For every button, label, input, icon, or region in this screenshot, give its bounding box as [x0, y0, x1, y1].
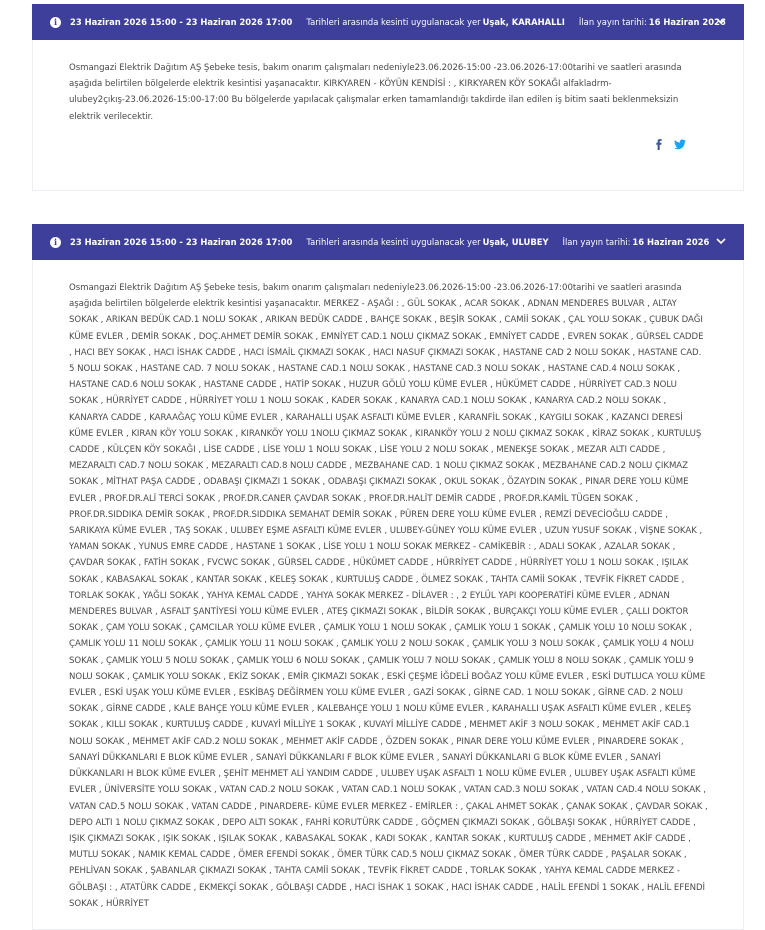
- notice-body: [32, 260, 744, 930]
- info-icon: i: [50, 237, 61, 248]
- facebook-icon[interactable]: [656, 139, 662, 150]
- info-icon: i: [50, 17, 61, 28]
- twitter-icon[interactable]: [674, 139, 686, 150]
- notice-published-date: 16 Haziran 2026: [648, 17, 726, 27]
- notice-location: Uşak, KARAHALLI: [482, 17, 565, 27]
- notice-published-date: 16 Haziran 2026: [632, 237, 710, 247]
- notice-text-prefix: Tarihleri arasında kesinti uygulanacak yer: [306, 17, 481, 27]
- notice-header[interactable]: [32, 4, 744, 40]
- notice-body-text: Osmangazi Elektrik Dağıtım AŞ Şebeke tesis, bakım onarım çalışmaları nedeniyle23.06.2026-15:00 -23.06.2026-17:00tarihi ve saatleri arasında aşağıda belirtilen bölgelerde elektrik kesintisi yaşanacaktır. KIRKYAREN - KÖYÜN KENDİSİ : , KIRKYAREN KÖY SOKAĞI alfakladrm-ulubey2çıkış-23.06.2026-15:00-17:00 Bu bölgelerde yapılacak çalışmalar erken tamamlandığı takdirde ilan edilen iş bitim saati beklenmeksizin elektrik verilecektir.: [69, 63, 682, 122]
- notice-body: [32, 40, 744, 191]
- chevron-down-icon[interactable]: [716, 16, 726, 26]
- notice-body-text: Osmangazi Elektrik Dağıtım AŞ Şebeke tesis, bakım onarım çalışmaları nedeniyle23.06.2026-15:00 -23.06.2026-17:00tarihi ve saatleri arasında aşağıda belirtilen bölgelerde elektrik kesintisi yaşanacaktır. MERKEZ - AŞAĞI : , GÜL SOKAK , ACAR SOKAK , ADNAN MENDERES BULVAR , ALTAY SOKAK , ARIKAN BEDÜK CAD.1 NOLU SOKAK , ARIKAN BEDÜK CADDE , BAHÇE SOKAK , BEŞİR SOKAK , CAMİİ SOKAK , ÇAL YOLU SOKAK , ÇUBUK DAĞI KÜME EVLER , DEMİR SOKAK , DOÇ.AHMET DEMİR SOKAK , EMNİYET CAD.1 NOLU ÇIKMAZ SOKAK , EMNİYET CADDE , EVREN SOKAK , GÜRSEL CADDE , HACI BEY SOKAK , HACI İSHAK CADDE , HACI İSMAİL ÇIKMAZI SOKAK , HACI NASUF ÇIKMAZI SOKAK , HASTANE CAD 2 NOLU SOKAK , HASTANE CAD. 5 NOLU SOKAK , HASTANE CAD. 7 NOLU SOKAK , HASTANE CAD.1 NOLU SOKAK , HASTANE CAD.3 NOLU SOKAK , HASTANE CAD.4 NOLU SOKAK , HASTANE CAD.6 NOLU SOKAK , HASTANE CADDE , HATİP SOKAK , HUZUR GÖLÜ YOLU KÜME EVLER , HÜKÜMET CADDE , HÜRRİYET CAD.3 NOLU SOKAK , HÜRRİYET CADDE , HÜRRİYET YOLU 1 NOLU SOKAK , KADER SOKAK , KANARYA CAD.1 NOLU SOKAK , KANARYA CAD.2 NOLU SOKAK , KANARYA CADDE , KARAAĞAÇ YOLU KÜME EVLER , KARAHALLI UŞAK ASFALTI KÜME EVLER , KARANFİL SOKAK , KAYGILI SOKAK , KAZANCI DERESİ KÜME EVLER , KIRAN KÖY YOLU SOKAK , KIRANKÖY YOLU 1NOLU ÇIKMAZ SOKAK , KIRANKÖY YOLU 2 NOLU ÇIKMAZ SOKAK , KİRAZ SOKAK , KURTULUŞ CADDE , KÜLÇEN KÖY SOKAĞI , LİSE CADDE , LİSE YOLU 1 NOLU SOKAK , LİSE YOLU 2 NOLU SOKAK , MENEKŞE SOKAK , MEZAR ALTI CADDE , MEZARALTI CAD.7 NOLU SOKAK , MEZARALTI CAD.8 NOLU CADDE , MEZBAHANE CAD. 1 NOLU ÇIKMAZ SOKAK , MEZBAHANE CAD.2 NOLU ÇIKMAZ SOKAK , MİTHAT PAŞA CADDE , ODABAŞI ÇIKMAZI 1 SOKAK , ODABAŞI ÇIKMAZI SOKAK , OKUL SOKAK , ÖZAYDIN SOKAK , PINAR DERE YOLU KÜME EVLER , PROF.DR.ALİ TERCİ SOKAK , PROF.DR.CANER ÇAVDAR SOKAK , PROF.DR.HALİT DEMİR CADDE , PROF.DR.KAMİL TÜGEN SOKAK , PROF.DR.SIDDIKA DEMİR SOKAK , PROF.DR.SIDDIKA SEMAHAT DEMİR SOKAK , PÜREN DERE YOLU KÜME EVLER , REMZİ DEVECİOĞLU CADDE , SARIKAYA KÜME EVLER , TAŞ SOKAK , ULUBEY EŞME ASFALTI KÜME EVLER , ULUBEY-GÜNEY YOLU KÜME EVLER , UZUN YUSUF SOKAK , VİŞNE SOKAK , YAMAN SOKAK , YUNUS EMRE CADDE , HASTANE 1 SOKAK , LİSE YOLU 1 NOLU SOKAK MERKEZ - CAMİKEBİR : , ADALI SOKAK , AZALAR SOKAK , ÇAVDAR SOKAK , FATİH SOKAK , FVCWC SOKAK , GÜRSEL CADDE , HÜKÜMET CADDE , HÜRRİYET CADDE , HÜRRİYET YOLU 1 NOLU SOKAK , IŞILAK SOKAK , KABASAKAL SOKAK , KANTAR SOKAK , KELEŞ SOKAK , KURTULUŞ CADDE , ÖLMEZ SOKAK , TAHTA CAMİİ SOKAK , TEVFİK FİKRET CADDE , TORLAK SOKAK , YAĞLI SOKAK , YAHYA KEMAL CADDE , YAHYA SOKAK MERKEZ - DİLAVER : , 2 EYLÜL YAPI KOOPERATİFİ KÜME EVLER , ADNAN MENDERES BULVAR , ASFALT ŞANTİYESİ YOLU KÜME EVLER , ATEŞ ÇIKMAZI SOKAK , BİLDİR SOKAK , BURÇAKÇI YOLU KÜME EVLER , ÇALLI DOKTOR SOKAK , ÇAM YOLU SOKAK , ÇAMCILAR YOLU KÜME EVLER , ÇAMLIK YOLU 1 NOLU SOKAK , ÇAMLIK YOLU 1 SOKAK , ÇAMLIK YOLU 10 NOLU SOKAK , ÇAMLIK YOLU 11 NOLU SOKAK , ÇAMLIK YOLU 11 NOLU SOKAK , ÇAMLIK YOLU 2 NOLU SOKAK , ÇAMLIK YOLU 3 NOLU SOKAK , ÇAMLIK YOLU 4 NOLU SOKAK , ÇAMLIK YOLU 5 NOLU SOKAK , ÇAMLIK YOLU 6 NOLU SOKAK , ÇAMLIK YOLU 7 NOLU SOKAK , ÇAMLIK YOLU 8 NOLU SOKAK , ÇAMLIK YOLU 9 NOLU SOKAK , ÇAMLIK YOLU SOKAK , EKİZ SOKAK , EMİR ÇIKMAZI SOKAK , ESKİ ÇEŞME İĞDELİ BOĞAZ YOLU KÜME EVLER , ESKİ DUTLUCA YOLU KÜME EVLER , ESKİ UŞAK YOLU KÜME EVLER , ESKİBAŞ DEĞİRMEN YOLU KÜME EVLER , GAZİ SOKAK , GİRNE CAD. 1 NOLU SOKAK , GİRNE CAD. 2 NOLU SOKAK , GİRNE CADDE , KALE BAHÇE YOLU KÜME EVLER , KALEBAHÇE YOLU 1 NOLU KÜME EVLER , KARAHALLI UŞAK ASFALTI KÜME EVLER , KELEŞ SOKAK , KILLI SOKAK , KURTULUŞ CADDE , KUVAYİ MİLLİYE 1 SOKAK , KUVAYİ MİLLİYE CADDE , MEHMET AKİF 3 NOLU SOKAK , MEHMET AKİF CAD.1 NOLU SOKAK , MEHMET AKİF CAD.2 NOLU SOKAK , MEHMET AKİF CADDE , ÖZDEN SOKAK , PINAR DERE YOLU KÜME EVLER , PINARDERE SOKAK , SANAYİ DÜKKANLARI E BLOK KÜME EVLER , SANAYİ DÜKKANLARI F BLOK KÜME EVLER , SANAYİ DÜKKANLARI G BLOK KÜME EVLER , SANAYİ DÜKKANLARI H BLOK KÜME EVLER , ŞEHİT MEHMET ALİ YANDIM CADDE , ULUBEY UŞAK ASFALTI 1 NOLU KÜME EVLER , ULUBEY UŞAK ASFALTI KÜME EVLER , ÜNİVERSİTE YOLU SOKAK , VATAN CAD.2 NOLU SOKAK , VATAN CAD.1 NOLU SOKAK , VATAN CAD.3 NOLU SOKAK , VATAN CAD.4 NOLU SOKAK , VATAN CAD.5 NOLU SOKAK , VATAN CADDE , PINARDERE- KÜME EVLER MERKEZ - EMİRLER : , ÇAKAL AHMET SOKAK , ÇANAK SOKAK , ÇAVDAR SOKAK , DEPO ALTI 1 NOLU ÇIKMAZ SOKAK , DEPO ALTI SOKAK , FAHRİ KORUTÜRK CADDE , GÖÇMEN ÇIKMAZI SOKAK , GÖLBAŞI SOKAK , HÜRRİYET CADDE , IŞIK ÇIKMAZI SOKAK , IŞIK SOKAK , IŞILAK SOKAK , KABASAKAL SOKAK , KADI SOKAK , KANTAR SOKAK , KURTULUŞ CADDE , MEHMET AKİF CADDE , MUTLU SOKAK , NAMIK KEMAL CADDE , ÖMER EFENDİ SOKAK , ÖMER TÜRK CAD.5 NOLU ÇIKMAZ SOKAK , ÖMER TÜRK CADDE , PAŞALAR SOKAK , PEHLİVAN SOKAK , ŞABANLAR ÇIKMAZI SOKAK , TAHTA CAMİİ SOKAK , TEVFİK FİKRET CADDE , TORLAK SOKAK , YAHYA KEMAL CADDE MERKEZ - GÖLBAŞI : , ATATÜRK CADDE , EKMEKÇİ SOKAK , GÖLBAŞI CADDE , HACI İSHAK 1 SOKAK , HACI İSHAK CADDE , HALİL EFENDİ 1 SOKAK , HALİL EFENDİ SOKAK , HÜRRİYET: [69, 283, 708, 909]
- notice-published-label: İlan yayın tarihi:: [578, 17, 647, 27]
- notice-card: [32, 224, 744, 930]
- share-buttons: [69, 125, 708, 164]
- chevron-down-icon[interactable]: [716, 236, 726, 246]
- notice-text-prefix: Tarihleri arasında kesinti uygulanacak yer: [306, 237, 481, 247]
- notice-date-range: 23 Haziran 2026 15:00 - 23 Haziran 2026 17:00: [70, 17, 293, 27]
- notice-card: [32, 4, 744, 191]
- notice-published-label: İlan yayın tarihi:: [562, 237, 631, 247]
- notice-location: Uşak, ULUBEY: [482, 237, 549, 247]
- notice-header[interactable]: [32, 224, 744, 260]
- notice-date-range: 23 Haziran 2026 15:00 - 23 Haziran 2026 17:00: [70, 237, 293, 247]
